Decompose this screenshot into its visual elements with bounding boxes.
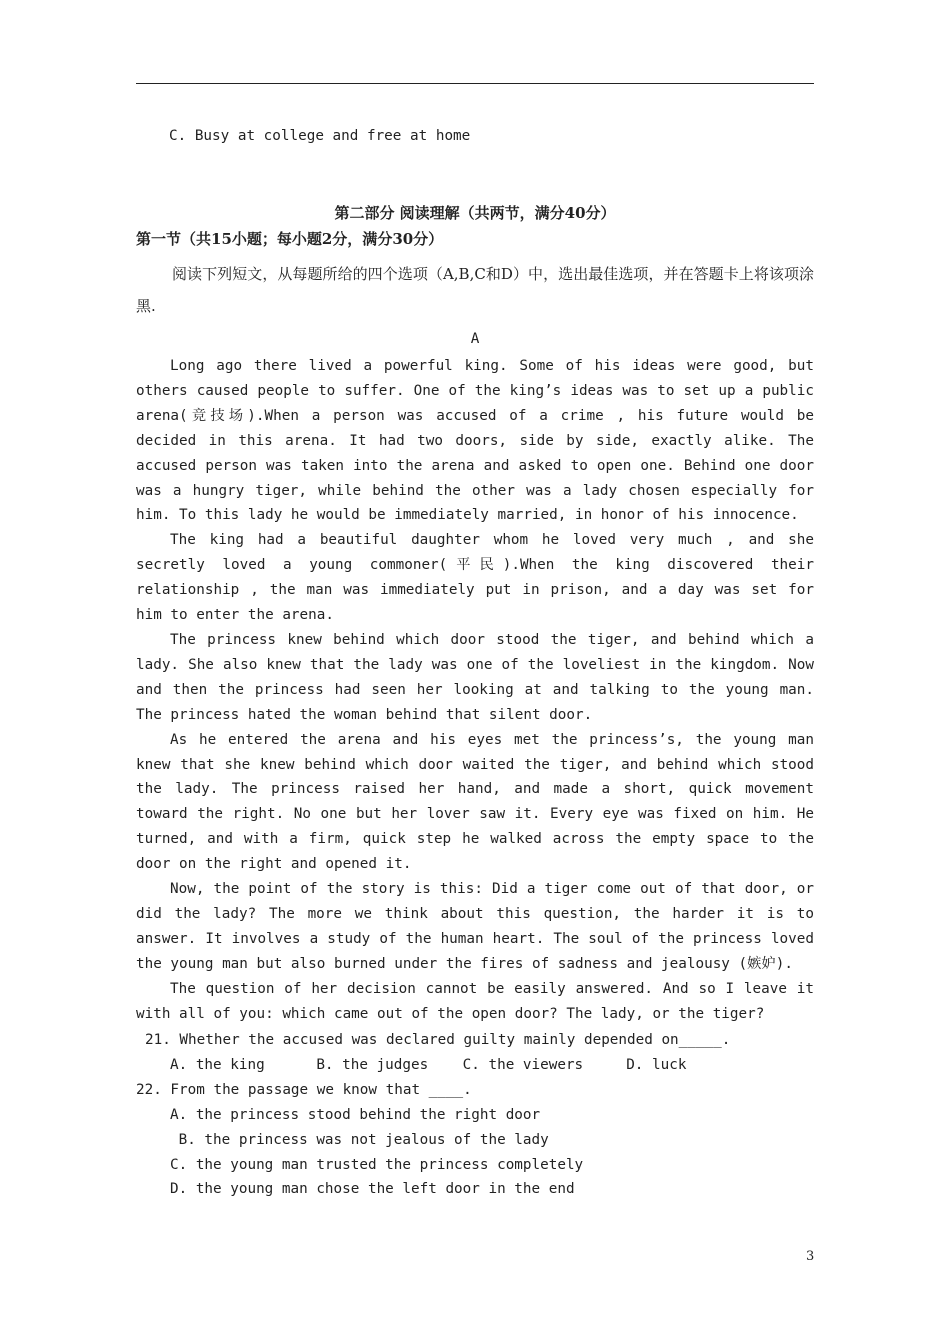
question-22-option-d: D. the young man chose the left door in the end bbox=[170, 1181, 575, 1198]
question-22-option-a: A. the princess stood behind the right door bbox=[170, 1106, 541, 1123]
passage-body bbox=[136, 354, 814, 1026]
passage-paragraph: The princess knew behind which door stood the tiger, and behind which a lady. She also knew that the lady was one of the loveliest in the kingdom. Now and then the princess had seen her looking at and talking to the young man. The princess hated the woman behind that silent door. bbox=[136, 631, 814, 723]
question-22-stem: 22. From the passage we know that ____. bbox=[136, 1081, 472, 1098]
page-number: 3 bbox=[806, 1249, 815, 1264]
passage-paragraph: As he entered the arena and his eyes met the princess’s, the young man knew that she knew behind which door waited the tiger, and behind which stood the lady. The princess raised her hand, and made a short, quick movement toward the right. No one but her lover saw it. Every eye was fixed on him. He turned, and with a firm, quick step he walked across the empty space to the door on the right and opened it. bbox=[136, 731, 814, 873]
question-22-option-b: B. the princess was not jealous of the lady bbox=[170, 1131, 549, 1148]
header-rule bbox=[136, 83, 814, 84]
question-list bbox=[136, 1028, 814, 1202]
passage-paragraph: The question of her decision cannot be easily answered. And so I leave it with all of you: which came out of the open door? The lady, or the tiger? bbox=[136, 980, 814, 1022]
passage-paragraph: Long ago there lived a powerful king. Some of his ideas were good, but others caused people to suffer. One of the king’s ideas was to set up a public arena(竞技场).When a person was accused of a crime , his future would be decided in this arena. It had two doors, side by side, exactly alike. The accused person was taken into the arena and asked to open one. Behind one door was a hungry tiger, while behind the other was a lady chosen especially for him. To this lady he would be immediately married, in honor of his innocence. bbox=[136, 358, 814, 524]
passage-label: A bbox=[470, 331, 480, 347]
question-21-stem: 21. Whether the accused was declared guilty mainly depended on_____. bbox=[145, 1032, 731, 1048]
section-title: 第二部分 阅读理解（共两节，满分40分） bbox=[334, 204, 616, 222]
question-21-options: A. the king B. the judges C. the viewers D. luck bbox=[170, 1056, 687, 1073]
section-instructions: 阅读下列短文，从每题所给的四个选项（A,B,C和D）中，选出最佳选项，并在答题卡上将该项涂黑. bbox=[136, 265, 814, 315]
question-22-option-c: C. the young man trusted the princess completely bbox=[170, 1156, 584, 1173]
passage-paragraph: The king had a beautiful daughter whom he loved very much , and she secretly loved a young commoner(平民).When the king discovered their relationship , the man was immediately put in prison, and a day was set for him to enter the arena. bbox=[136, 532, 814, 624]
section-subtitle: 第一节（共15小题；每小题2分，满分30分） bbox=[136, 230, 444, 248]
previous-question-option: C. Busy at college and free at home bbox=[169, 128, 471, 144]
passage-paragraph: Now, the point of the story is this: Did a tiger come out of that door, or did the lady? The more we think about this question, the harder it is to answer. It involves a study of the human heart. The soul of the princess loved the young man but also burned under the fires of sadness and jealousy (嫉妒). bbox=[136, 881, 814, 972]
